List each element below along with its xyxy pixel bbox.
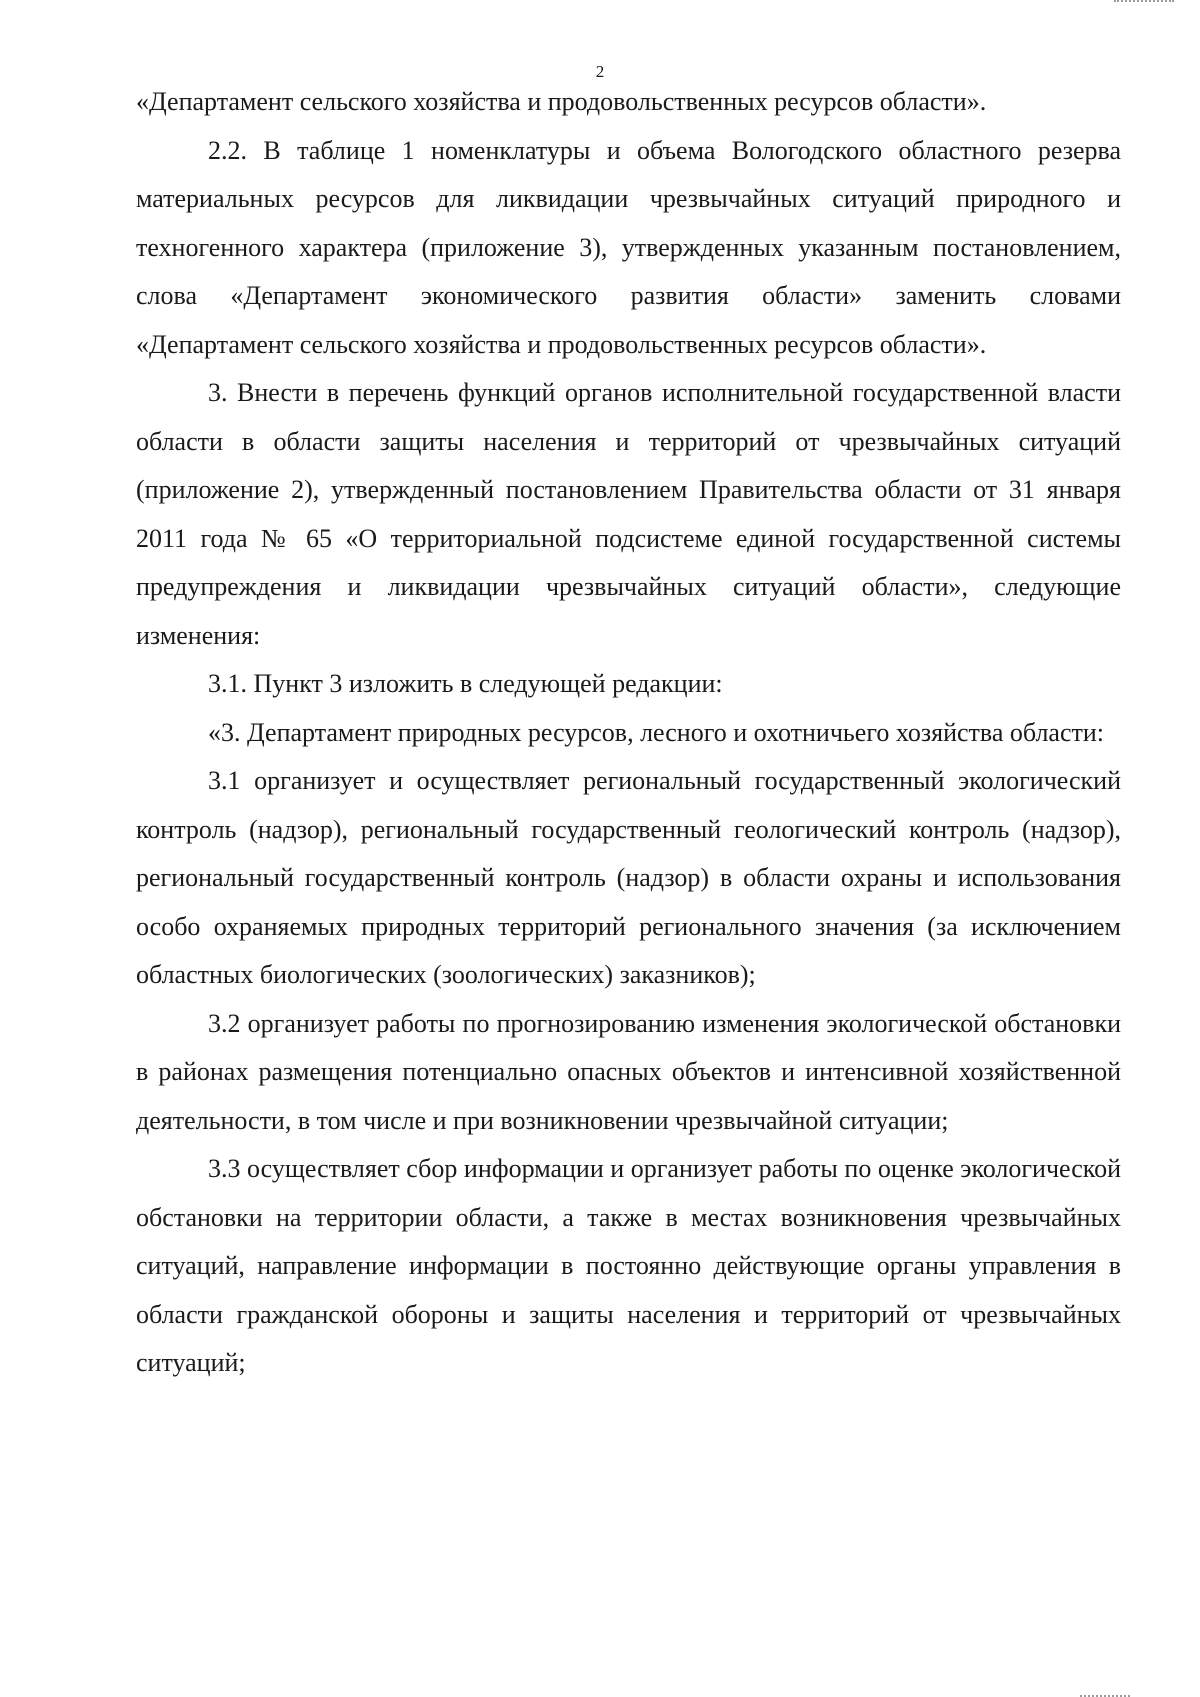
document-body bbox=[136, 78, 1121, 1388]
paragraph-item-3-1: 3.1 организует и осуществляет региональный государственный экологический контроль (надзор), региональный государственный геологический контроль (надзор), региональный государственный контроль (надзор) в области охраны и использования особо охраняемых природных территорий регионального значения (за исключением областных биологических (зоологических) заказников); bbox=[136, 766, 1121, 989]
paragraph-3-1: 3.1. Пункт 3 изложить в следующей редакции: bbox=[208, 669, 723, 698]
paragraph-continuation: «Департамент сельского хозяйства и продовольственных ресурсов области». bbox=[136, 87, 987, 116]
scan-artifact-top bbox=[1114, 0, 1174, 6]
paragraph-quoted-3: «3. Департамент природных ресурсов, лесного и охотничьего хозяйства области: bbox=[208, 717, 1104, 747]
paragraph-2-2: 2.2. В таблице 1 номенклатуры и объема Вологодского областного резерва материальных ресурсов для ликвидации чрезвычайных ситуаций природного и техногенного характера (приложение 3), утвержденных указанным постановлением, слова «Департамент экономического развития области» заменить словами «Департамент сельского хозяйства и продовольственных ресурсов области». bbox=[136, 135, 1121, 359]
paragraph-3: 3. Внести в перечень функций органов исполнительной государственной власти области в области защиты населения и территорий от чрезвычайных ситуаций (приложение 2), утвержденный постановлением Правительства области от 31 января 2011 года № 65 «О территориальной подсистеме единой государственной системы предупреждения и ликвидации чрезвычайных ситуаций области», следующие изменения: bbox=[136, 378, 1121, 650]
paragraph-item-3-3: 3.3 осуществляет сбор информации и организует работы по оценке экологической обстановки на территории области, а также в местах возникновения чрезвычайных ситуаций, направление информации в постоянно действующие органы управления в области гражданской обороны и защиты населения и территорий от чрезвычайных ситуаций; bbox=[136, 1154, 1121, 1377]
scan-artifact-bottom bbox=[1080, 1685, 1130, 1697]
paragraph-item-3-2: 3.2 организует работы по прогнозированию изменения экологической обстановки в районах размещения потенциально опасных объектов и интенсивной хозяйственной деятельности, в том числе и при возникновении чрезвычайной ситуации; bbox=[136, 1008, 1121, 1135]
page-number: 2 bbox=[595, 62, 605, 81]
